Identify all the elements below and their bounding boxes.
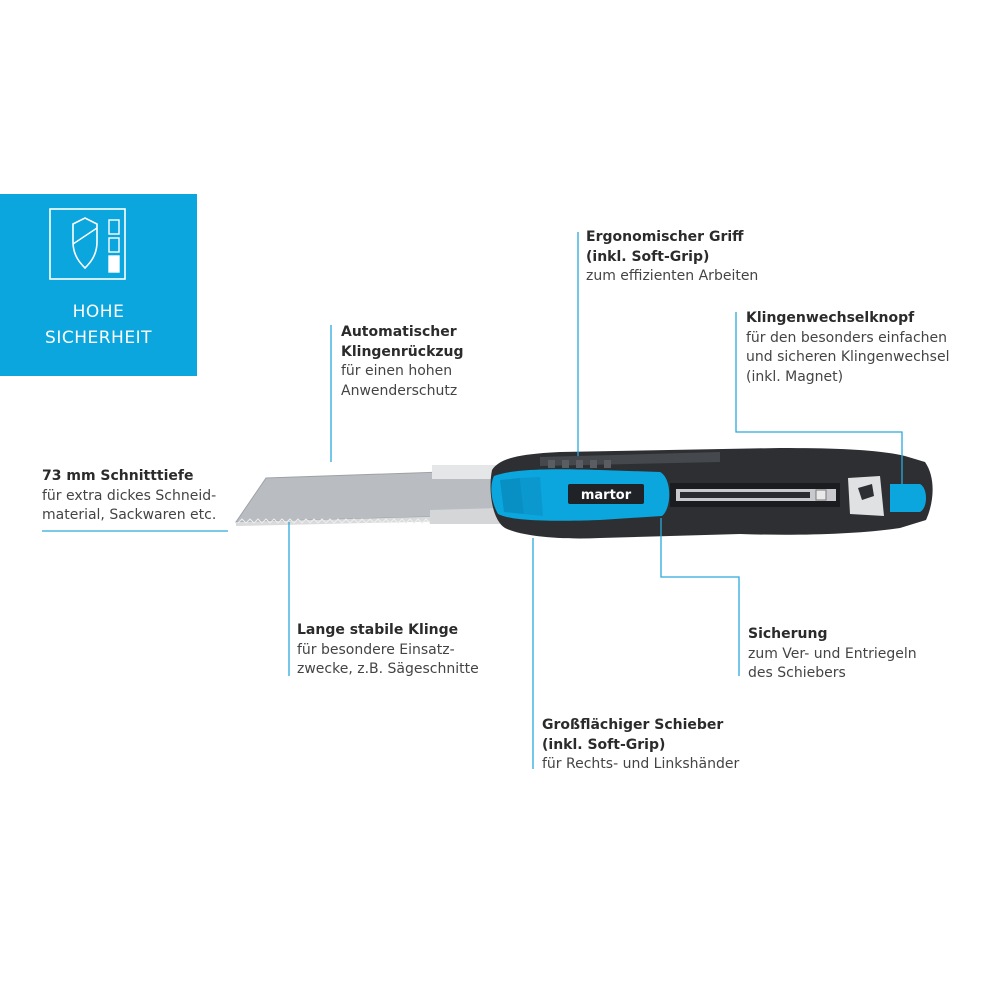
callout-text: zum effizienten Arbeiten — [586, 268, 759, 284]
callout-text: für besondere Einsatz- — [297, 641, 455, 658]
callout-title: 73 mm Schnitttiefe — [42, 468, 194, 484]
callout-text: zum Ver- und Entriegeln — [748, 645, 917, 662]
callout-text: material, Sackwaren etc. — [42, 507, 217, 523]
callout-text: und sicheren Klingenwechsel — [746, 349, 950, 365]
callout-text: zwecke, z.B. Sägeschnitte — [297, 661, 479, 677]
callout-text: für einen hohen — [341, 363, 453, 379]
callout-text: für extra dickes Schneid- — [42, 487, 217, 504]
callout-text: für Rechts- und Linkshänder — [542, 756, 740, 772]
callout-title: (inkl. Soft-Grip) — [586, 248, 710, 265]
leader-lock — [661, 518, 739, 676]
callout-retraction — [341, 323, 464, 401]
callout-text: des Schiebers — [748, 665, 846, 681]
callout-text: (inkl. Magnet) — [746, 368, 844, 385]
callout-blade — [297, 621, 479, 680]
callout-text: Anwenderschutz — [341, 382, 458, 399]
callout-title: Sicherung — [748, 626, 828, 642]
callout-title: Klingenrückzug — [341, 343, 464, 360]
callout-title: Klingenwechselknopf — [746, 310, 915, 326]
callout-title: Ergonomischer Griff — [586, 229, 744, 245]
callout-title: Automatischer — [341, 324, 457, 340]
callout-cut-depth — [42, 467, 216, 526]
brand-logo: martor — [580, 488, 632, 503]
callout-title: Großflächiger Schieber — [542, 717, 724, 733]
callout-lock — [748, 625, 917, 684]
badge-line-1: HOHE — [72, 302, 125, 322]
callout-slider — [542, 716, 739, 775]
badge-line-2: SICHERHEIT — [45, 328, 152, 348]
callout-blade-change — [746, 309, 949, 387]
callout-grip — [586, 228, 758, 287]
callout-title: Lange stabile Klinge — [297, 622, 459, 638]
callout-title: (inkl. Soft-Grip) — [542, 736, 666, 753]
callout-text: für den besonders einfachen — [746, 329, 948, 346]
